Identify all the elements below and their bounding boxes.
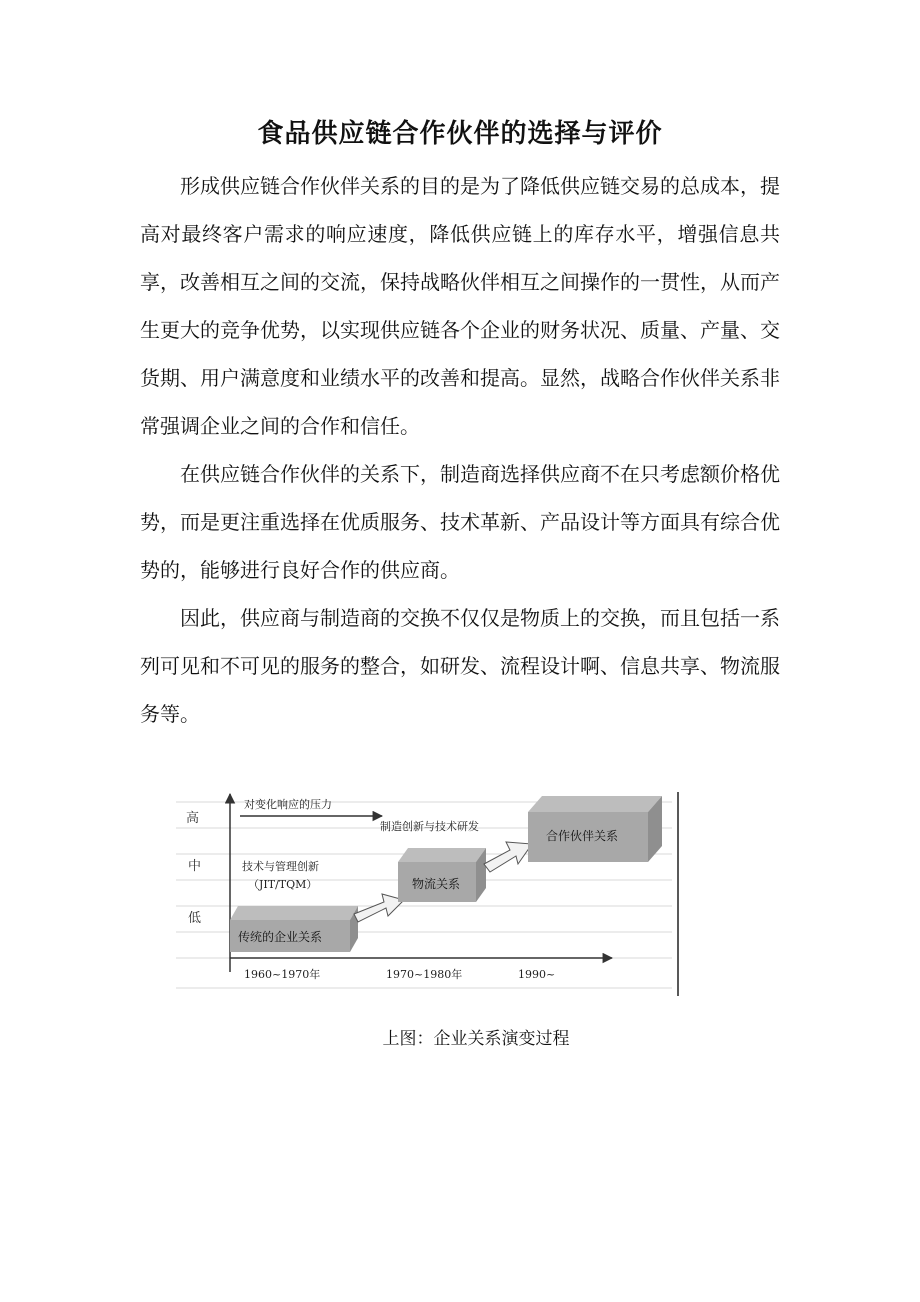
paragraph-2: 在供应链合作伙伴的关系下，制造商选择供应商不在只考虑额价格优势，而是更注重选择在优质服务、技术革新、产品设计等方面具有综合优势的，能够进行良好合作的供应商。 (140, 462, 780, 582)
stage-1-label: 传统的企业关系 (238, 930, 323, 944)
y-level-high: 高 (186, 811, 200, 826)
stage-3-box (528, 796, 662, 862)
stage-2-label: 物流关系 (412, 877, 461, 891)
y-level-low: 低 (188, 911, 202, 926)
driver-2-label: 制造创新与技术研发 (380, 820, 479, 833)
stage-1-box (230, 906, 358, 952)
relationship-evolution-figure (172, 782, 684, 1000)
figure-svg (172, 782, 684, 1000)
y-level-mid: 中 (188, 859, 202, 874)
period-1-label: 1960~1970年 (244, 968, 321, 981)
driver-1-sublabel: （JIT/TQM） (248, 878, 318, 891)
period-3-label: 1990~ (518, 968, 556, 981)
driver-1-label: 技术与管理创新 (242, 860, 319, 873)
paragraph-1: 形成供应链合作伙伴关系的目的是为了降低供应链交易的总成本，提高对最终客户需求的响应速度，降低供应链上的库存水平，增强信息共享，改善相互之间的交流，保持战略伙伴相互之间操作的一贯性，从而产生更大的竞争优势，以实现供应链各个企业的财务状况、质量、产量、交货期、用户满意度和业绩水平的改善和提高。显然，战略合作伙伴关系非常强调企业之间的合作和信任。 (140, 174, 780, 438)
arrow-stage-2-to-3 (484, 842, 532, 872)
paragraph-3: 因此，供应商与制造商的交换不仅仅是物质上的交换，而且包括一系列可见和不可见的服务的整合，如研发、流程设计啊、信息共享、物流服务等。 (140, 606, 780, 726)
period-2-label: 1970~1980年 (386, 968, 463, 981)
pressure-label: 对变化响应的压力 (244, 798, 332, 811)
figure-caption: 上图：企业关系演变过程 (382, 1029, 570, 1049)
page-title: 食品供应链合作伙伴的选择与评价 (257, 119, 663, 149)
arrow-stage-1-to-2 (354, 894, 404, 922)
stage-2-box (398, 848, 486, 902)
stage-3-label: 合作伙伴关系 (546, 829, 619, 843)
